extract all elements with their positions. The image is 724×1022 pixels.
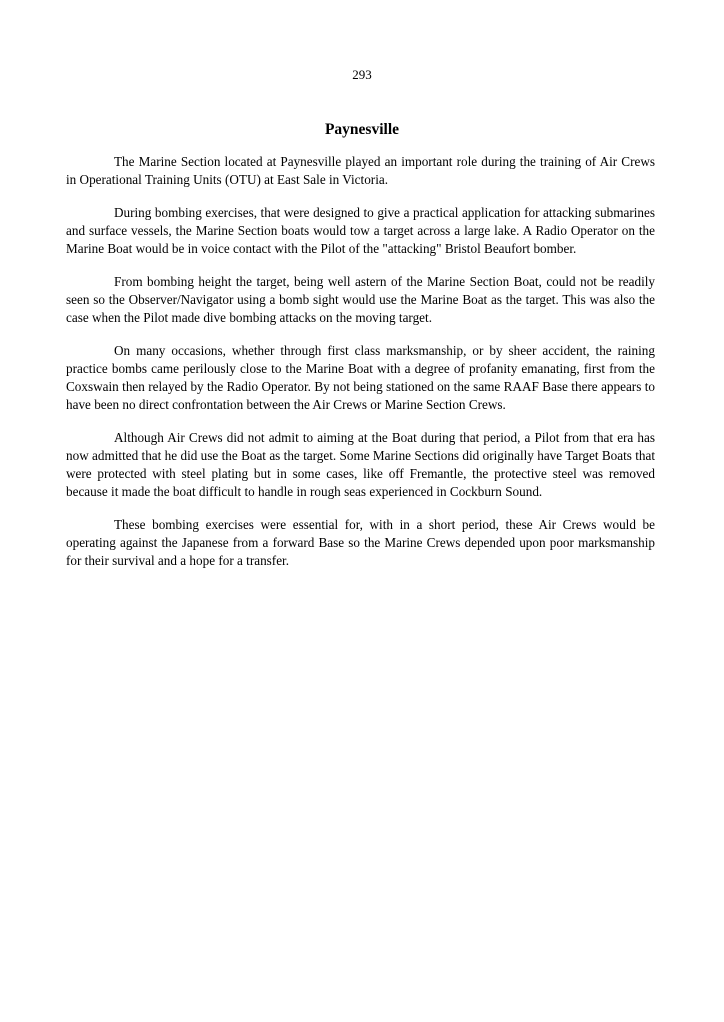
page-number: 293 bbox=[352, 67, 372, 82]
paragraph: The Marine Section located at Paynesville played an important role during the training of Air Crews in Operational Training Units (OTU) at East Sale in Victoria. bbox=[66, 154, 655, 187]
paragraph: From bombing height the target, being well astern of the Marine Section Boat, could not be readily seen so the Observer/Navigator using a bomb sight would use the Marine Boat as the target. This was also the case when the Pilot made dive bombing attacks on the moving target. bbox=[66, 274, 655, 325]
paragraph: These bombing exercises were essential for, with in a short period, these Air Crews would be operating against the Japanese from a forward Base so the Marine Crews depended upon poor marksmanship for their survival and a hope for a transfer. bbox=[66, 517, 655, 568]
paragraph: Although Air Crews did not admit to aiming at the Boat during that period, a Pilot from that era has now admitted that he did use the Boat as the target. Some Marine Sections did originally have Target Boats that were protected with steel plating but in some cases, like off Fremantle, the protective steel was removed because it made the boat difficult to handle in rough seas experienced in Cockburn Sound. bbox=[66, 430, 655, 499]
page-title: Paynesville bbox=[324, 121, 400, 138]
paragraph: During bombing exercises, that were designed to give a practical application for attacking submarines and surface vessels, the Marine Section boats would tow a target across a large lake. A Radio Operator on the Marine Boat would be in voice contact with the Pilot of the "attacking" Bristol Beaufort bomber. bbox=[66, 205, 655, 256]
body-text bbox=[66, 153, 655, 585]
paragraph: On many occasions, whether through first class marksmanship, or by sheer accident, the raining practice bombs came perilously close to the Marine Boat with a degree of profanity emanating, first from the Coxswain then relayed by the Radio Operator. By not being stationed on the same RAAF Base there appears to have been no direct confrontation between the Air Crews or Marine Section Crews. bbox=[66, 343, 655, 412]
